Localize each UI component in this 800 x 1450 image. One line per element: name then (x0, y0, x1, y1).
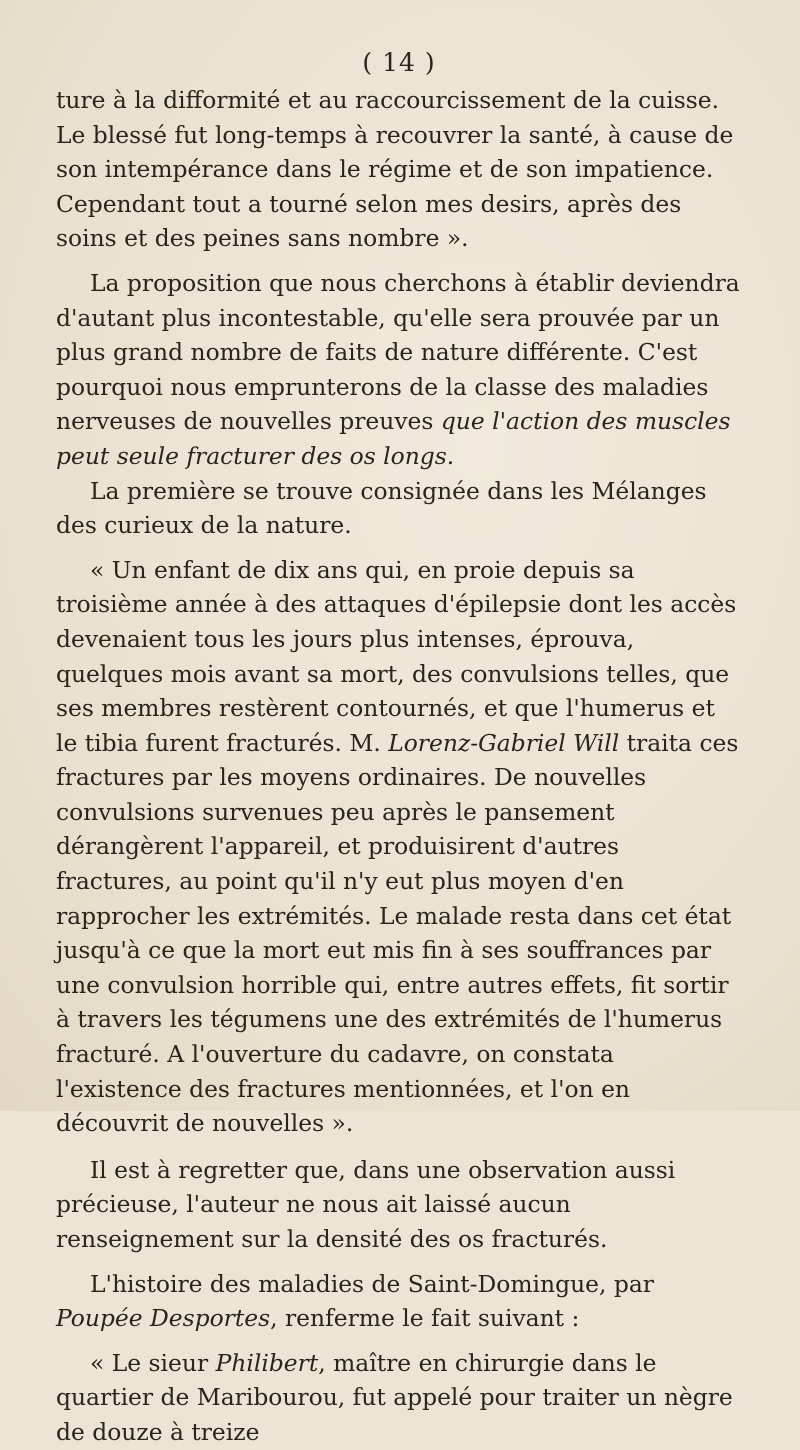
paragraph-1: ture à la difformité et au raccourcissement de la cuisse. Le blessé fut long-temps à recouvrer la santé, à cause de son intempérance dans le régime et de son impatience. Cependant tout a tourné selon mes desirs, après des soins et des peines sans nombre ». (56, 86, 734, 253)
body-text (56, 83, 742, 1450)
paragraph-2-text: La proposition que nous cherchons à établir deviendra d'autant plus incontestable, qu'elle sera prouvée par un plus grand nombre de faits de nature différente. C'est pourquoi nous emprunterons de la classe des maladies nerveuses de nouvelles preuves (56, 268, 740, 436)
page-number: ( 14 ) (362, 48, 436, 77)
source-author-italic: Poupée Desportes (56, 1304, 271, 1333)
paragraph-5: Il est à regretter que, dans une observation aussi précieuse, l'auteur ne nous ait laissé aucun renseignement sur la densité des os fracturés. (56, 1155, 676, 1253)
paragraph-7 (56, 1346, 742, 1450)
surgeon-name-italic: Philibert (215, 1348, 319, 1377)
paragraph-6 (56, 1267, 742, 1336)
paragraph-7-text: « Le sieur (90, 1348, 216, 1377)
paragraph-7-tail: , maître en chirurgie dans le quartier de Maribourou, fut appelé pour traiter un nègre de douze à treize (56, 1348, 733, 1446)
paragraph-3: La première se trouve consignée dans les Mélanges des curieux de la nature. (56, 476, 707, 540)
paragraph-4 (56, 553, 742, 1141)
paragraph-2-italic: que l'action des muscles peut seule fracturer des os longs. (56, 407, 731, 470)
paragraph-4-text: « Un enfant de dix ans qui, en proie depuis sa troisième année à des attaques d'épilepsie dont les accès devenaient tous les jours plus intenses, éprouva, quelques mois avant sa mort, des convulsions telles, que ses membres restèrent contournés, et que l'humerus et le tibia furent fracturés. M. (56, 555, 737, 757)
author-name-italic: Lorenz-Gabriel Will (388, 728, 620, 757)
paragraph-6-tail: , renferme le fait suivant : (270, 1304, 580, 1333)
paragraph-4-tail: traita ces fractures par les moyens ordinaires. De nouvelles convulsions survenues peu après le pansement dérangèrent l'appareil, et produisirent d'autres fractures, au point qu'il n'y eut plus moyen d'en rapprocher les extrémités. Le malade resta dans cet état jusqu'à ce que la mort eut mis fin à ses souffrances par une convulsion horrible qui, entre autres effets, fit sortir à travers les tégumens une des extrémités de l'humerus fracturé. A l'ouverture du cadavre, on constata l'existence des fractures mentionnées, et l'on en découvrit de nouvelles ». (56, 728, 739, 1138)
paragraph-2 (56, 266, 742, 474)
paragraph-6-text: L'histoire des maladies de Saint-Domingue, par (90, 1269, 654, 1298)
